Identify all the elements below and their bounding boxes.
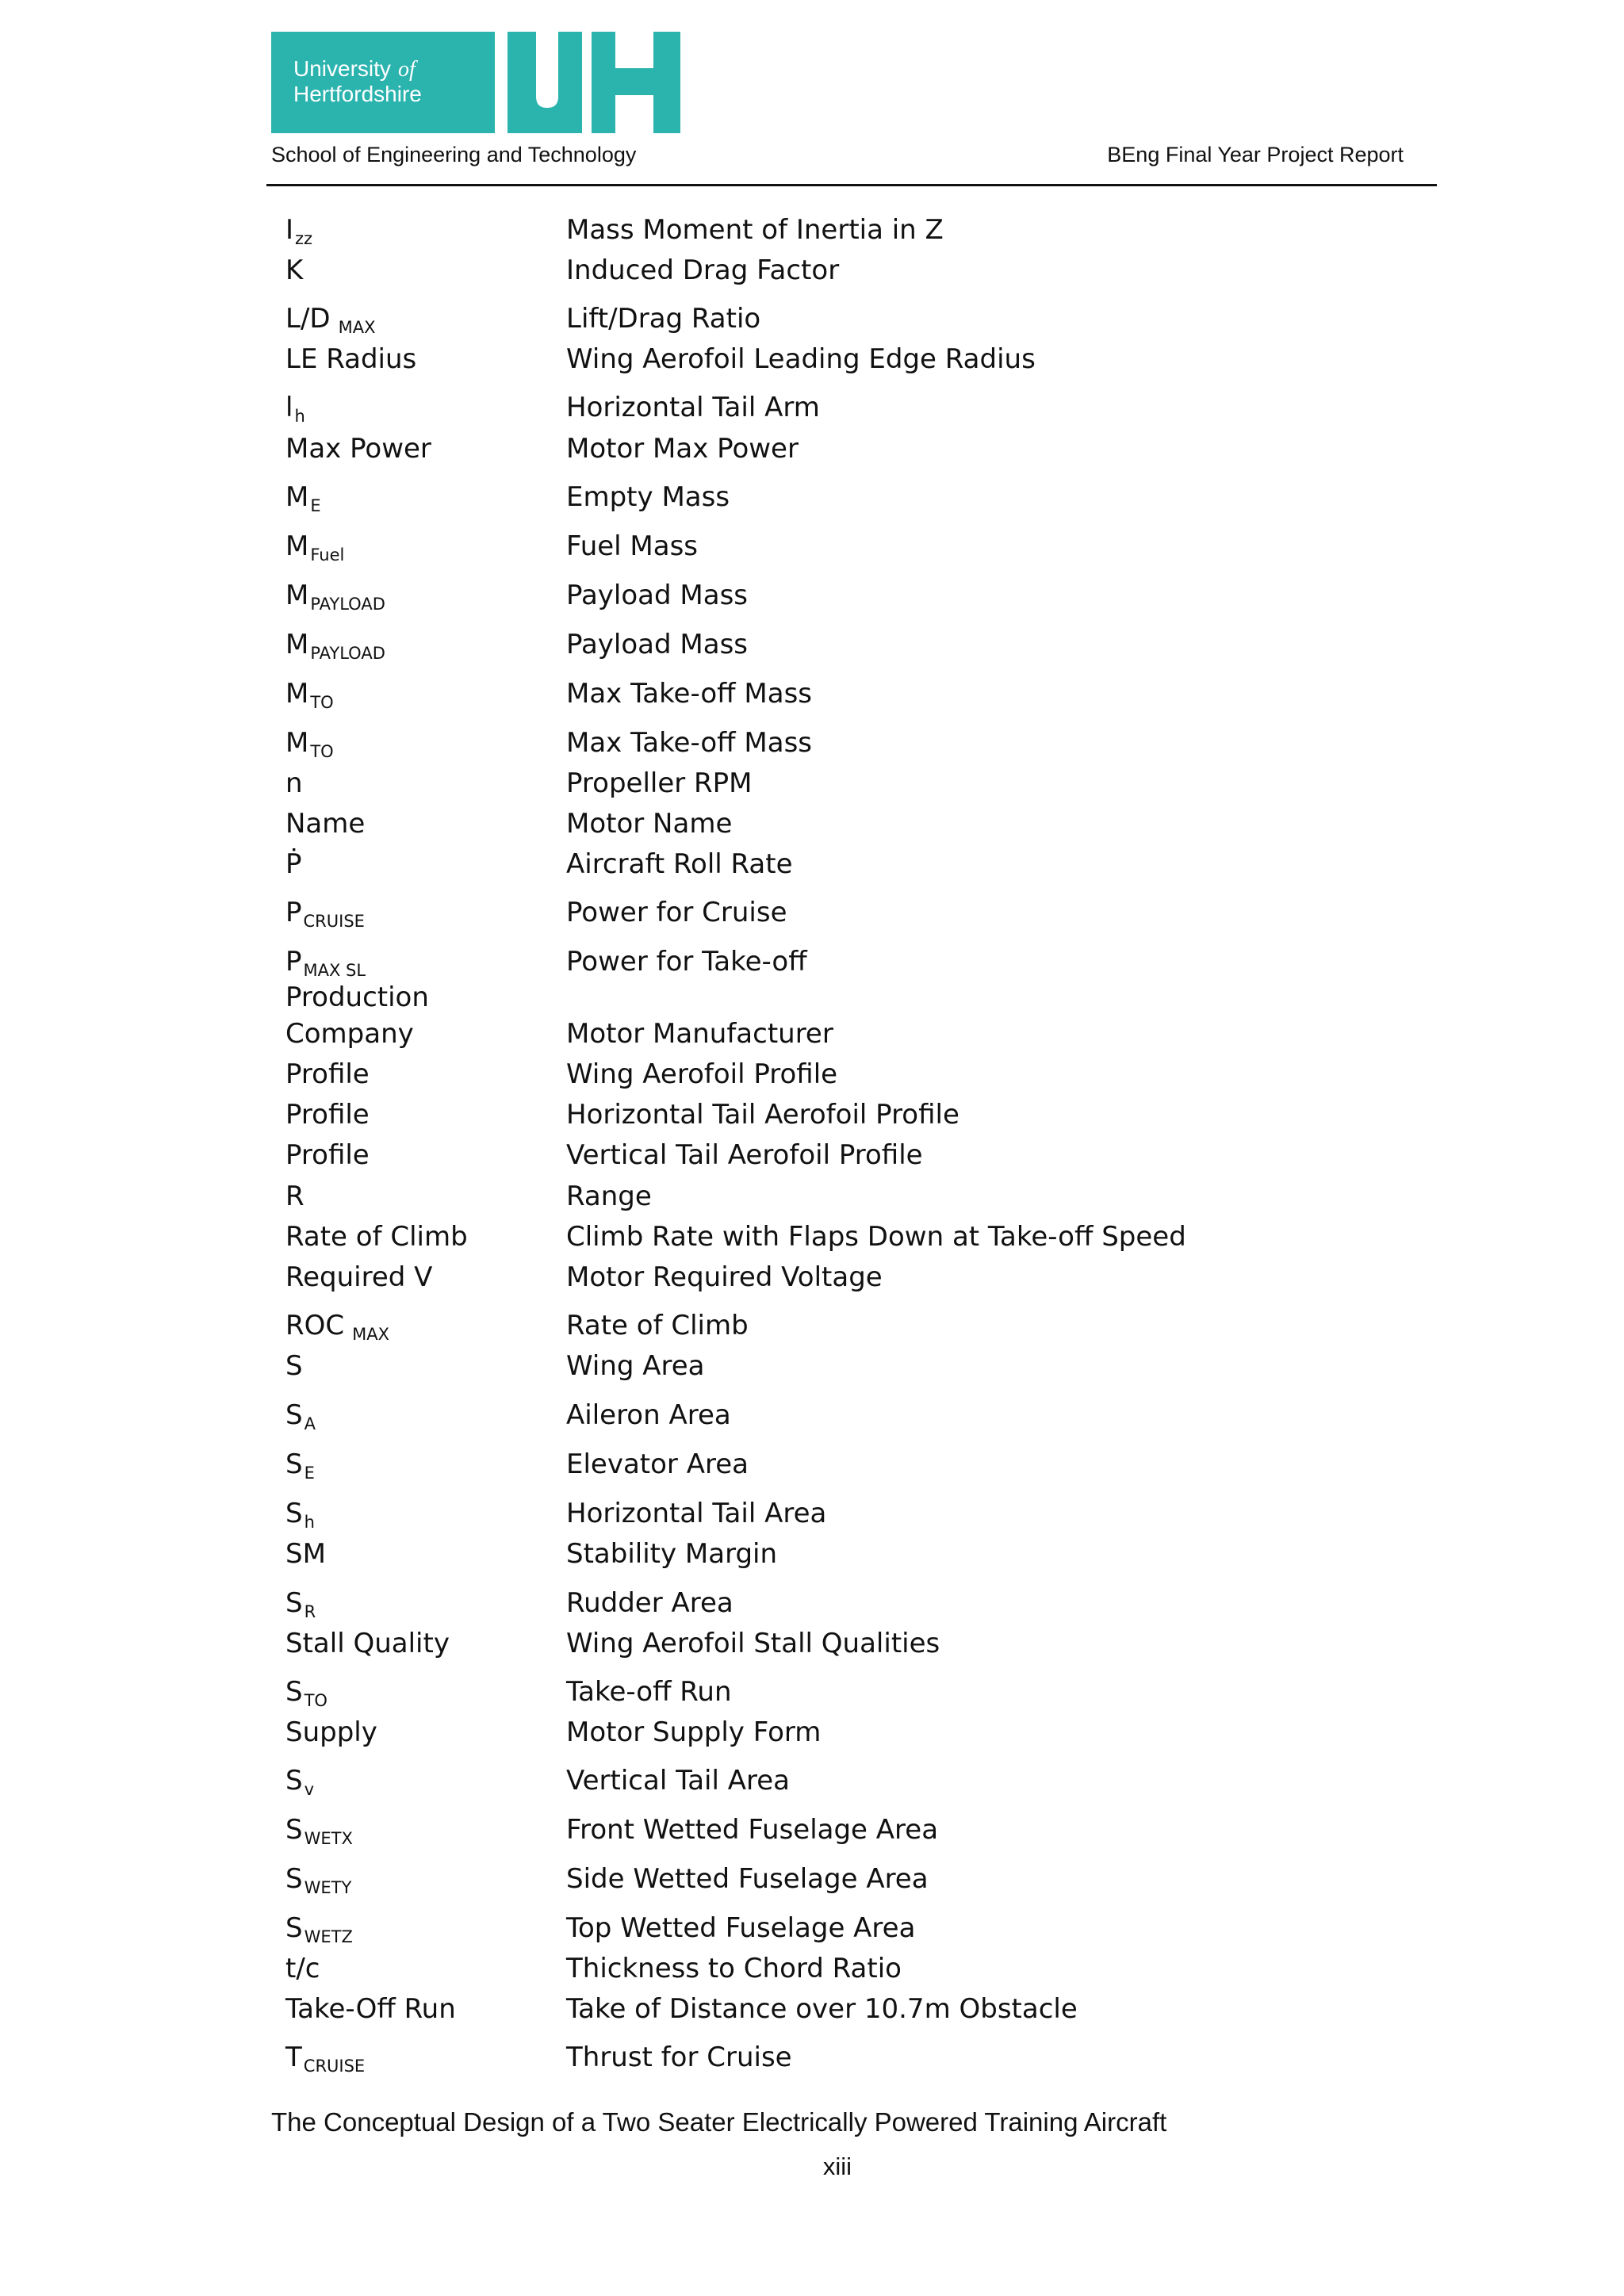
symbol-base: Profile [285,1058,370,1090]
row-definition: Fuel Mass [566,530,699,562]
row-symbol [285,767,555,799]
symbol-subscript: WETZ [304,1927,353,1946]
symbol-base: S [285,1448,303,1480]
symbol-base: R [285,1181,304,1212]
row-definition: Range [566,1181,652,1212]
symbol-base: S [285,1863,303,1895]
symbol-base: P [285,897,302,928]
row-symbol [285,214,555,254]
row-definition: Wing Aerofoil Leading Edge Radius [566,343,1036,375]
row-definition: Payload Mass [566,580,749,611]
symbol-base: S [285,1765,303,1797]
row-symbol [285,530,555,571]
row-definition: Take of Distance over 10.7m Obstacle [566,1993,1078,2025]
row-definition: Horizontal Tail Aerofoil Profile [566,1099,959,1131]
row-symbol [285,808,555,840]
row-definition: Thickness to Chord Ratio [566,1953,902,1984]
symbol-base: Required V [285,1261,433,1293]
symbol-subscript: PAYLOAD [310,644,385,663]
row-definition: Empty Mass [566,481,730,513]
symbol-base: Max Power [285,433,431,465]
symbol-subscript: WETY [304,1878,352,1897]
symbol-base: M [285,629,309,660]
row-symbol [285,678,555,718]
logo-text-university: University [293,56,391,81]
symbol-subscript: E [304,1464,315,1483]
row-definition: Motor Max Power [566,433,799,465]
symbol-subscript: PAYLOAD [310,595,385,614]
page-number: xiii [822,2152,852,2180]
row-symbol [285,1814,555,1854]
row-symbol [285,629,555,669]
symbol-base: S [285,1814,303,1846]
university-logo [271,32,680,133]
symbol-base: Stall Quality [285,1628,450,1659]
symbol-subscript: zz [295,229,313,248]
symbol-base: S [285,1676,303,1708]
row-definition: Induced Drag Factor [566,254,840,286]
symbol-subscript: MAX SL [303,961,366,980]
logo-text-hertfordshire: Hertfordshire [293,82,422,106]
row-symbol [285,982,555,1013]
row-definition: Top Wetted Fuselage Area [566,1912,916,1944]
row-definition: Max Take-off Mass [566,727,813,759]
symbol-subscript: E [310,496,321,515]
row-definition: Climb Rate with Flaps Down at Take-off Speed [566,1221,1186,1253]
symbol-base: Ṗ [285,848,302,880]
symbol-base: P [285,946,302,978]
symbol-subscript: TO [310,742,334,761]
row-symbol [285,1953,555,1984]
row-symbol [285,1018,555,1050]
row-symbol [285,1498,555,1538]
row-symbol [285,1448,555,1489]
symbol-base: M [285,530,309,562]
row-symbol [285,1099,555,1131]
row-symbol [285,1863,555,1904]
symbol-subscript: h [304,1513,315,1532]
row-symbol [285,1676,555,1716]
symbol-base: Company [285,1018,414,1050]
symbol-base: S [285,1399,303,1431]
symbol-base: Supply [285,1716,377,1748]
row-definition: Mass Moment of Inertia in Z [566,214,944,246]
symbol-base: M [285,481,309,513]
symbol-base: LE Radius [285,343,417,375]
row-symbol [285,343,555,375]
symbol-base: Profile [285,1099,370,1131]
row-definition: Horizontal Tail Area [566,1498,827,1529]
symbol-subscript: CRUISE [303,912,365,931]
row-symbol [285,1221,555,1253]
row-definition: Motor Manufacturer [566,1018,833,1050]
symbol-base: K [285,254,304,286]
row-symbol [285,2042,555,2082]
row-symbol [285,1181,555,1212]
row-symbol [285,1716,555,1748]
footer-title: The Conceptual Design of a Two Seater Electrically Powered Training Aircraft [271,2107,1167,2137]
header-divider [266,184,1437,186]
symbol-base: L/D [285,303,331,335]
symbol-base: S [285,1350,303,1382]
symbol-base: T [285,2042,302,2073]
symbol-base: S [285,1912,303,1944]
row-definition: Aileron Area [566,1399,731,1431]
symbol-base: t/c [285,1953,320,1984]
row-symbol [285,727,555,767]
row-symbol [285,1310,555,1350]
symbol-base: Name [285,808,366,840]
row-definition: Wing Aerofoil Profile [566,1058,838,1090]
symbol-subscript: MAX [338,318,376,337]
row-definition: Motor Required Voltage [566,1261,883,1293]
row-symbol [285,580,555,620]
row-symbol [285,481,555,522]
row-definition: Aircraft Roll Rate [566,848,793,880]
header-school: School of Engineering and Technology [271,143,637,166]
symbol-subscript: MAX [352,1325,390,1344]
symbol-subscript: h [294,407,305,426]
row-symbol [285,1587,555,1628]
row-definition: Motor Name [566,808,733,840]
row-definition: Payload Mass [566,629,749,660]
row-definition: Wing Aerofoil Stall Qualities [566,1628,940,1659]
row-symbol [285,303,555,343]
row-symbol [285,1058,555,1090]
row-symbol [285,1139,555,1171]
row-definition: Take-off Run [566,1676,732,1708]
row-definition: Power for Take-off [566,946,807,978]
symbol-base: M [285,727,309,759]
symbol-base: ROC [285,1310,345,1341]
row-definition: Thrust for Cruise [566,2042,792,2073]
row-definition: Vertical Tail Aerofoil Profile [566,1139,923,1171]
symbol-subscript: Fuel [310,545,345,564]
row-symbol [285,897,555,937]
row-definition: Max Take-off Mass [566,678,813,710]
symbol-base: l [285,392,293,423]
symbol-base: I [285,214,294,246]
logo-text-of: of [398,57,416,82]
symbol-subscript: R [304,1602,316,1621]
row-symbol [285,848,555,880]
symbol-base: S [285,1587,303,1619]
symbol-base: Profile [285,1139,370,1171]
row-definition: Side Wetted Fuselage Area [566,1863,929,1895]
symbol-subscript: CRUISE [303,2057,366,2076]
row-symbol [285,1993,555,2025]
row-symbol [285,254,555,286]
symbol-base: S [285,1498,303,1529]
row-definition: Elevator Area [566,1448,749,1480]
row-symbol [285,392,555,432]
symbol-base: SM [285,1538,326,1570]
row-symbol [285,1261,555,1293]
symbol-base: M [285,678,309,710]
symbol-subscript: TO [304,1691,327,1710]
symbol-subscript: v [304,1780,315,1799]
row-symbol [285,1628,555,1659]
symbol-base: Production [285,982,429,1013]
row-symbol [285,946,555,986]
symbol-subscript: WETX [304,1829,353,1848]
row-definition: Wing Area [566,1350,705,1382]
row-symbol [285,1350,555,1382]
row-symbol [285,1765,555,1805]
row-definition: Lift/Drag Ratio [566,303,761,335]
header-report-type: BEng Final Year Project Report [1107,143,1404,166]
row-symbol [285,1399,555,1440]
symbol-subscript: A [304,1414,316,1433]
row-definition: Vertical Tail Area [566,1765,790,1797]
row-symbol [285,1538,555,1570]
row-definition: Motor Supply Form [566,1716,822,1748]
row-definition: Stability Margin [566,1538,778,1570]
row-definition: Rudder Area [566,1587,733,1619]
row-definition: Power for Cruise [566,897,787,928]
row-definition: Horizontal Tail Arm [566,392,820,423]
row-symbol [285,433,555,465]
row-symbol [285,1912,555,1953]
symbol-subscript: TO [310,693,334,712]
row-definition: Rate of Climb [566,1310,749,1341]
symbol-base: Rate of Climb [285,1221,468,1253]
symbol-base: n [285,767,303,799]
row-definition: Front Wetted Fuselage Area [566,1814,939,1846]
symbol-base: Take-Off Run [285,1993,456,2025]
symbol-base: M [285,580,309,611]
row-definition: Propeller RPM [566,767,753,799]
